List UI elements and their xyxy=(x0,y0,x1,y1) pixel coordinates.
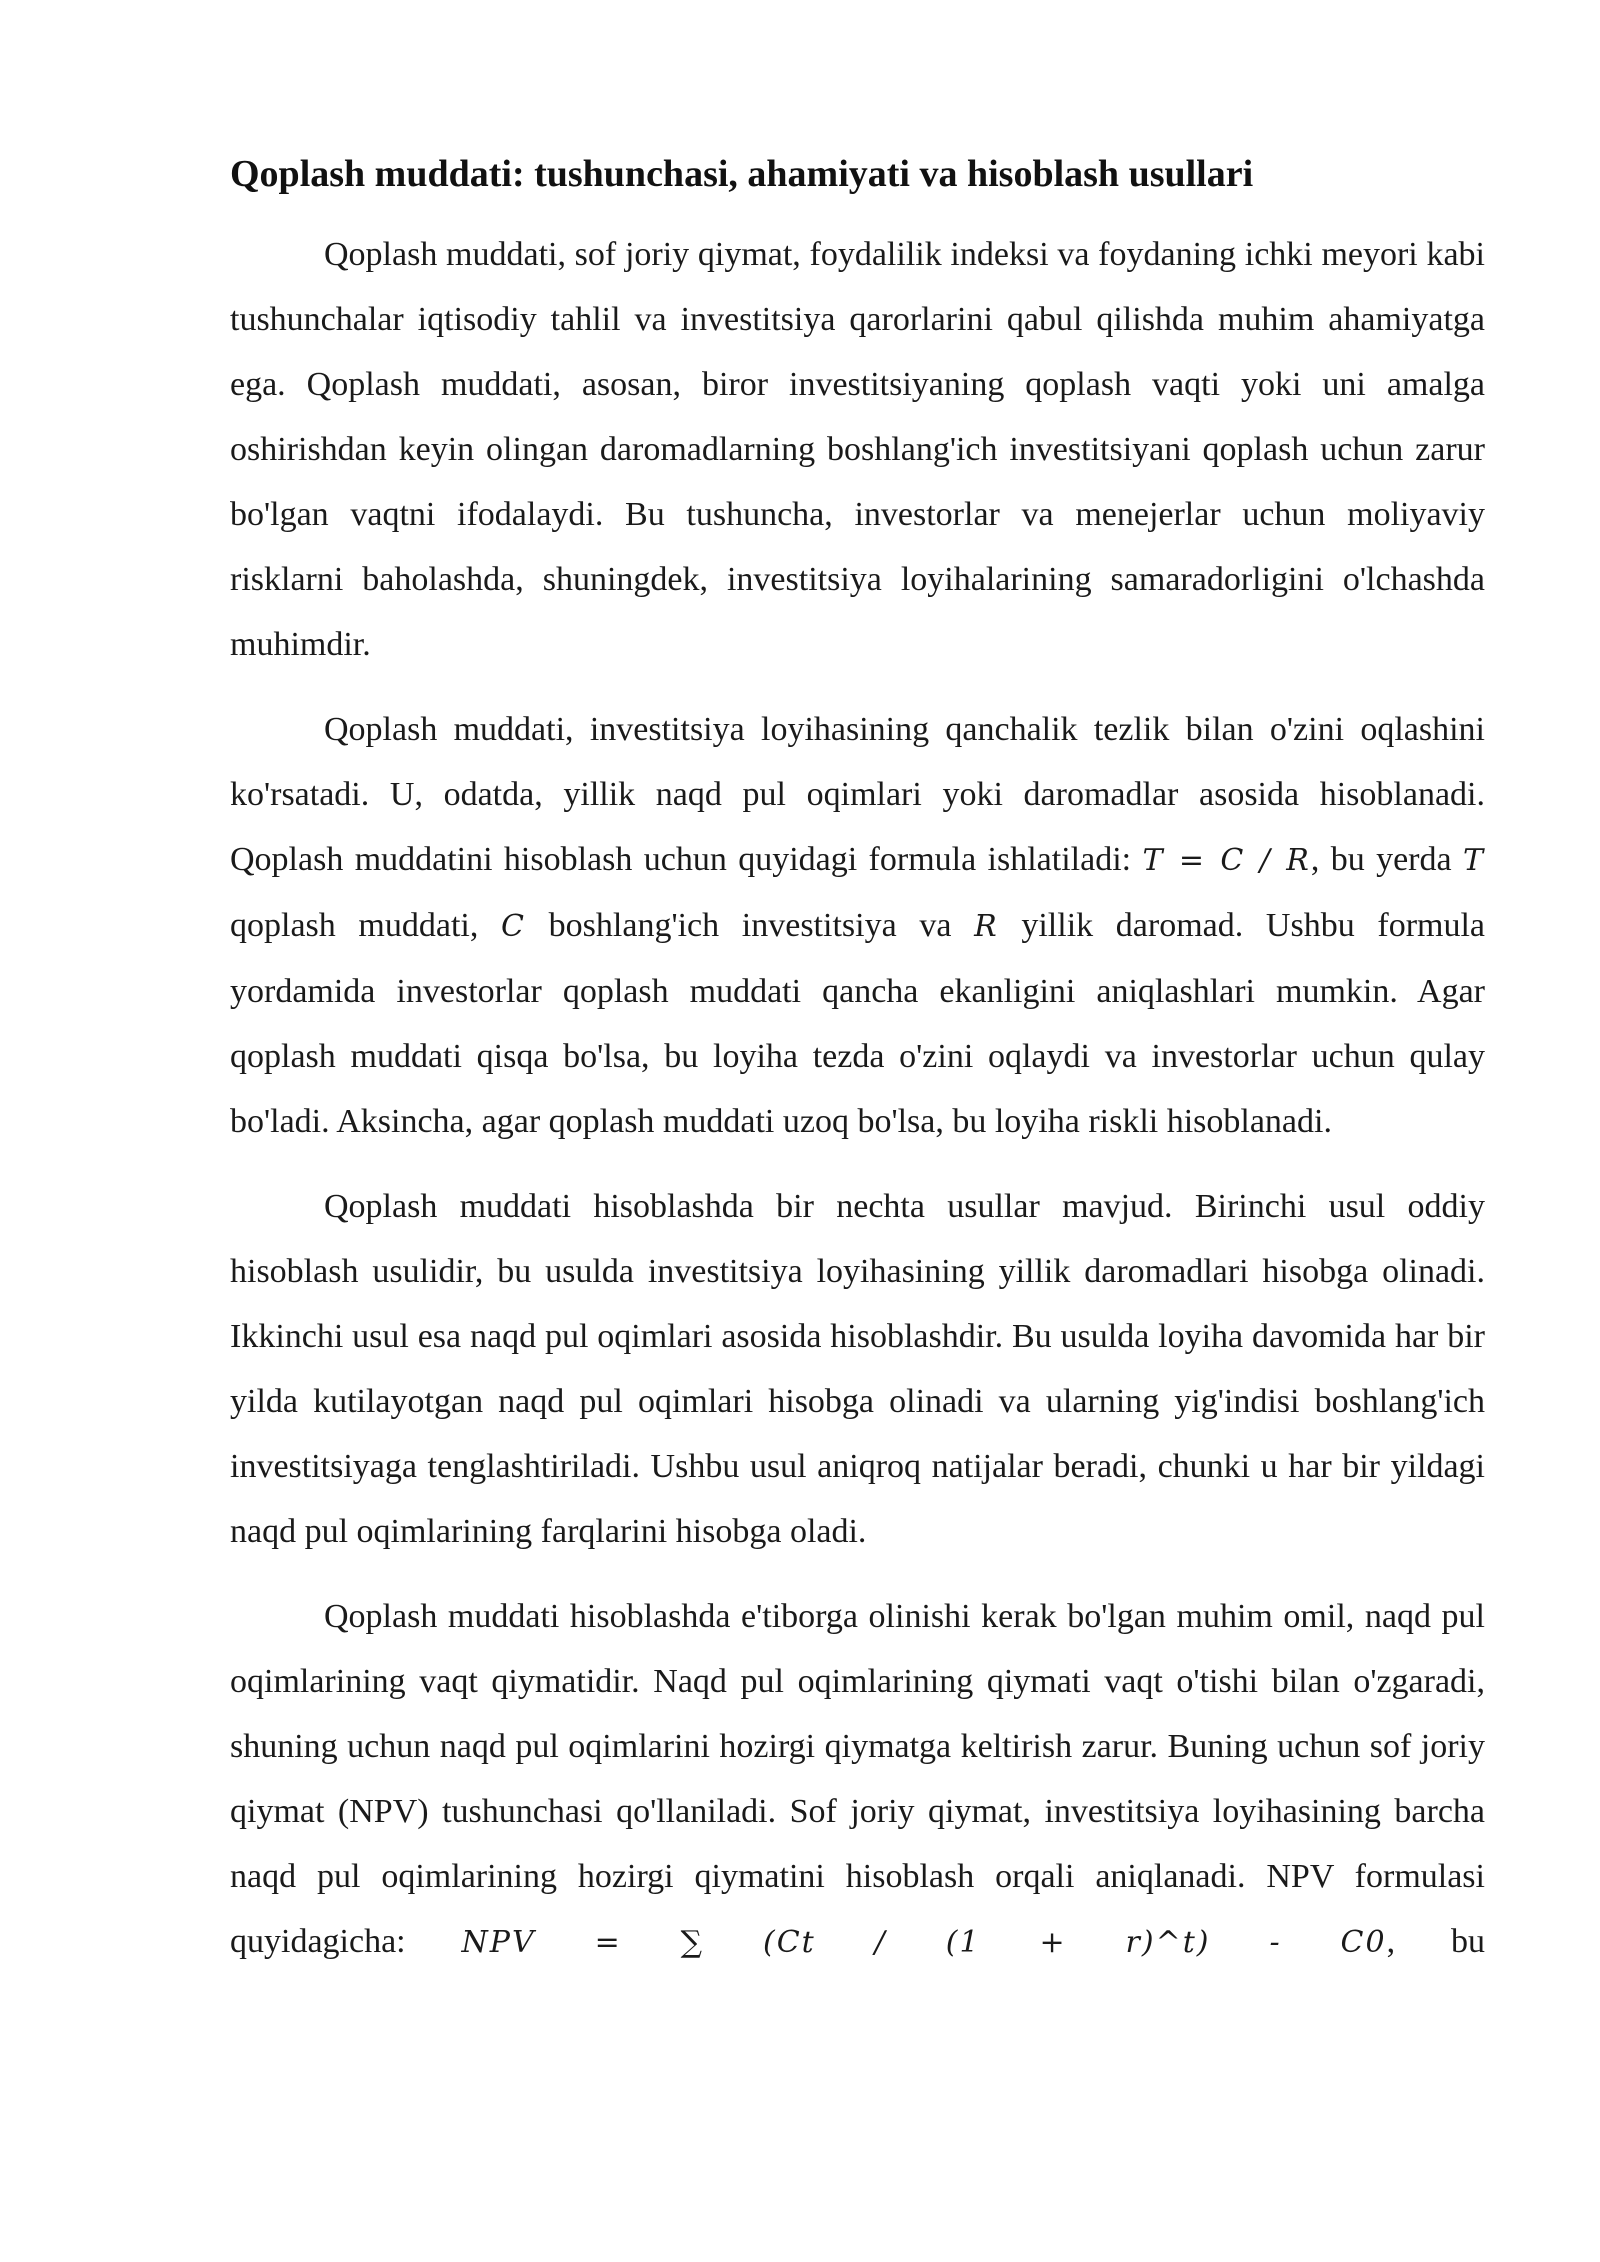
document-page xyxy=(230,148,1485,1995)
paragraph-2-text-e: yillik daromad. Ushbu formula yordamida investorlar qoplash muddati qancha ekanligini aniqlashlari mumkin. Agar qoplash muddati qisqa bo'lsa, bu loyiha tezda o'zini oqlaydi va investorlar uchun qulay bo'ladi. Aksincha, agar qoplash muddati uzoq bo'lsa, bu loyiha riskli hisoblanadi. xyxy=(230,907,1486,1140)
payback-formula: T = C / R xyxy=(1142,843,1311,878)
paragraph-2-text-d: boshlang'ich investitsiya va xyxy=(526,907,975,944)
paragraph-4 xyxy=(230,1584,1485,1975)
paragraph-3 xyxy=(230,1174,1485,1564)
paragraph-2 xyxy=(230,697,1485,1154)
paragraph-2-text-a: Qoplash muddati, investitsiya loyihasining qanchalik tezlik bilan o'zini oqlashini ko'rsatadi. U, odatda, yillik naqd pul oqimlari yoki daromadlar asosida hisoblanadi. Qoplash muddatini hisoblash uchun quyidagi formula ishlatiladi: xyxy=(230,711,1485,878)
paragraph-1-text: Qoplash muddati, sof joriy qiymat, foydalilik indeksi va foydaning ichki meyori kabi tushunchalar iqtisodiy tahlil va investitsiya qarorlarini qabul qilishda muhim ahamiyatga ega. Qoplash muddati, asosan, biror investitsiyaning qoplash vaqti yoki uni amalga oshirishdan keyin olingan daromadlarning boshlang'ich investitsiyani qoplash uchun zarur bo'lgan vaqtni ifodalaydi. Bu tushuncha, investorlar va menejerlar uchun moliyaviy risklarni baholashda, shuningdek, investitsiya loyihalarining samaradorligini o'lchashda muhimdir. xyxy=(230,236,1485,663)
paragraph-1 xyxy=(230,222,1485,677)
paragraph-3-text: Qoplash muddati hisoblashda bir nechta usullar mavjud. Birinchi usul oddiy hisoblash usulidir, bu usulda investitsiya loyihasining yillik daromadlari hisobga olinadi. Ikkinchi usul esa naqd pul oqimlari asosida hisoblashdir. Bu usulda loyiha davomida har bir yilda kutilayotgan naqd pul oqimlari hisobga olinadi va ularning yig'indisi boshlang'ich investitsiyaga tenglashtiriladi. Ushbu usul aniqroq natijalar beradi, chunki u har bir yildagi naqd pul oqimlarining farqlarini hisobga oladi. xyxy=(230,1188,1485,1550)
document-title: Qoplash muddati: tushunchasi, ahamiyati va hisoblash usullari xyxy=(230,153,1254,195)
paragraph-4-text-a: Qoplash muddati hisoblashda e'tiborga olinishi kerak bo'lgan muhim omil, naqd pul oqimlarining vaqt qiymatidir. Naqd pul oqimlarining qiymati vaqt o'tishi bilan o'zgaradi, shuning uchun naqd pul oqimlarini hozirgi qiymatga keltirish zarur. Buning uchun sof joriy qiymat (NPV) tushunchasi qo'llaniladi. Sof joriy qiymat, investitsiya loyihasining barcha naqd pul oqimlarining hozirgi qiymatini hisoblash orqali aniqlanadi. NPV formulasi quyidagicha: xyxy=(230,1598,1485,1960)
paragraph-2-text-b: , bu yerda xyxy=(1310,841,1463,878)
variable-r: R xyxy=(974,909,999,944)
paragraph-4-text-b: , bu xyxy=(1386,1923,1485,1960)
npv-formula: NPV = ∑ (Ct / (1 + r)^t) - C0 xyxy=(461,1925,1387,1960)
variable-c: C xyxy=(501,909,527,944)
paragraph-2-text-c: qoplash muddati, xyxy=(230,907,502,944)
variable-t: T xyxy=(1462,843,1485,878)
